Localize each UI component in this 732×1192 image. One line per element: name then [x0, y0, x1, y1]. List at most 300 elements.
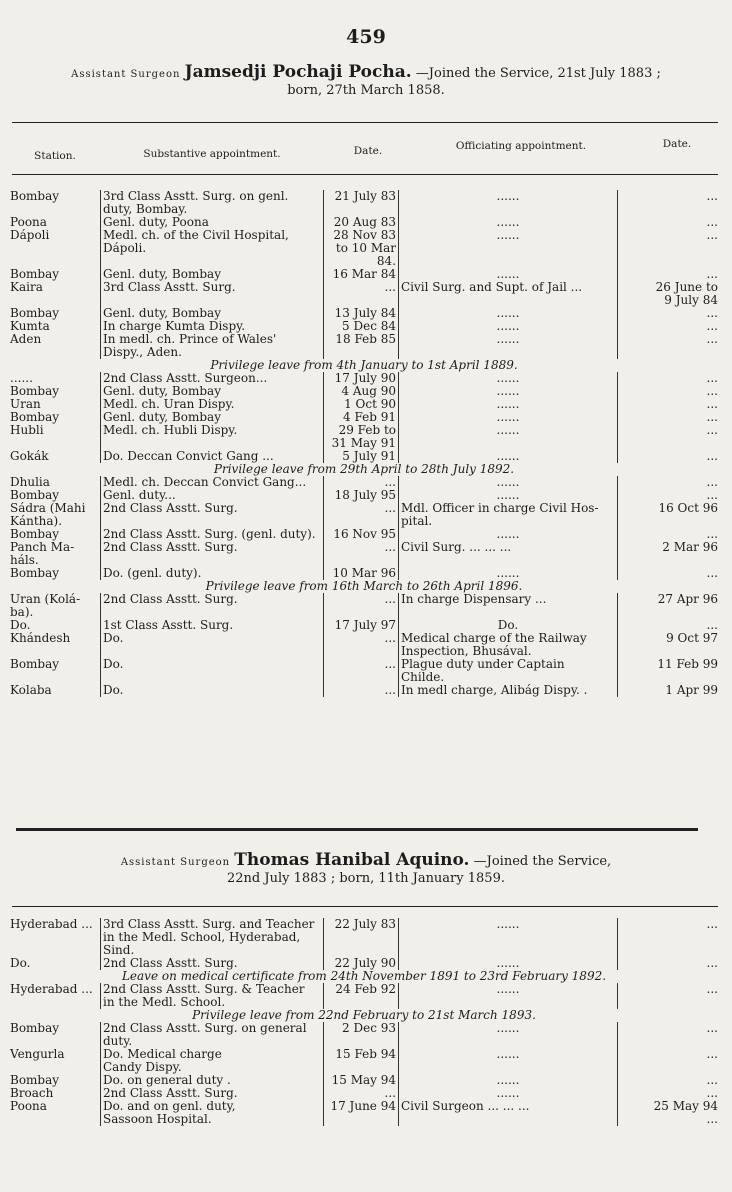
- entry1-row: [8, 528, 720, 541]
- station-cell: Uran: [8, 398, 101, 411]
- officiating-date-cell: ...: [706, 1087, 718, 1100]
- officiating-date-cell: 16 Oct 96: [658, 502, 718, 515]
- station-cell: Sádra (Mahi: [8, 502, 101, 515]
- officiating-cell: ......: [399, 567, 618, 580]
- officiating-cell: [399, 1113, 618, 1126]
- entry1-row: [8, 684, 720, 697]
- officiating-date-cell: [618, 1061, 721, 1074]
- officiating-date-cell: ...: [706, 918, 718, 931]
- entry2-row: [8, 957, 720, 970]
- officiating-cell: ......: [399, 385, 618, 398]
- substantive-cell: 2nd Class Asstt. Surgeon...: [101, 372, 324, 385]
- entry1-row: [8, 307, 720, 320]
- station-cell: Dhulia: [8, 476, 101, 489]
- date-cell: ...: [324, 281, 399, 294]
- entry1-row: [8, 619, 720, 632]
- substantive-cell: Medl. ch. Uran Dispy.: [101, 398, 324, 411]
- station-cell: [8, 346, 101, 359]
- station-cell: [8, 944, 101, 957]
- officiating-cell: ......: [399, 528, 618, 541]
- date-cell: 17 July 97: [324, 619, 399, 632]
- officiating-date-cell: [618, 996, 721, 1009]
- officiating-cell: [399, 294, 618, 307]
- officiating-date-cell: [618, 437, 721, 450]
- date-cell: ...: [324, 632, 399, 645]
- officiating-date-cell: [618, 944, 721, 957]
- officiating-date-cell: ...: [706, 983, 718, 996]
- entry1-row: [8, 671, 720, 684]
- substantive-cell: In medl. ch. Prince of Wales': [101, 333, 324, 346]
- station-cell: Do.: [8, 957, 101, 970]
- date-cell: 18 July 95: [324, 489, 399, 502]
- substantive-cell: in the Medl. School.: [101, 996, 324, 1009]
- station-cell: Khándesh: [8, 632, 101, 645]
- date-cell: 21 July 83: [324, 190, 399, 203]
- entry1-born: born, 27th March 1858.: [287, 83, 445, 98]
- leave-note: Privilege leave from 29th April to 28th July 1892.: [213, 463, 515, 476]
- officiating-cell: ......: [399, 190, 618, 203]
- officiating-date-cell: 26 June to: [655, 281, 718, 294]
- officiating-cell: [399, 931, 618, 944]
- officiating-cell: Civil Surgeon ... ... ...: [399, 1100, 618, 1113]
- entry1-row: [8, 398, 720, 411]
- substantive-cell: Do.: [101, 632, 324, 645]
- date-cell: 29 Feb to: [324, 424, 399, 437]
- substantive-cell: [101, 645, 324, 658]
- entry1-leave-row: [8, 359, 720, 372]
- date-cell: ...: [324, 658, 399, 671]
- entry1-row: [8, 567, 720, 580]
- officiating-cell: ......: [399, 1022, 618, 1035]
- officiating-cell: ......: [399, 476, 618, 489]
- substantive-cell: 2nd Class Asstt. Surg.: [101, 957, 324, 970]
- station-cell: ......: [8, 372, 101, 385]
- date-cell: 28 Nov 83: [324, 229, 399, 242]
- entry1-leave-row: [8, 580, 720, 593]
- officiating-date-cell: ...: [706, 229, 718, 242]
- date-cell: [324, 515, 399, 528]
- officiating-date-cell: [618, 671, 721, 684]
- officiating-cell: ......: [399, 398, 618, 411]
- officiating-cell: ......: [399, 957, 618, 970]
- col-officiating: Officiating appointment.: [455, 140, 587, 152]
- substantive-cell: [101, 671, 324, 684]
- station-cell: Bombay: [8, 190, 101, 203]
- officiating-cell: [399, 1061, 618, 1074]
- entry2-row: [8, 944, 720, 957]
- substantive-cell: [101, 437, 324, 450]
- date-cell: 4 Aug 90: [324, 385, 399, 398]
- substantive-cell: 2nd Class Asstt. Surg.: [101, 593, 324, 606]
- officiating-cell: pital.: [399, 515, 618, 528]
- entry1-row: [8, 606, 720, 619]
- officiating-cell: Medical charge of the Railway: [399, 632, 618, 645]
- date-cell: 5 July 91: [324, 450, 399, 463]
- leave-note: Privilege leave from 4th January to 1st April 1889.: [210, 359, 518, 372]
- col-off-date: Date.: [662, 138, 692, 150]
- entry1-row: [8, 411, 720, 424]
- officiating-cell: ......: [399, 450, 618, 463]
- date-cell: ...: [324, 593, 399, 606]
- substantive-cell: 3rd Class Asstt. Surg. on genl.: [101, 190, 324, 203]
- entry1-row: [8, 593, 720, 606]
- substantive-cell: duty, Bombay.: [101, 203, 324, 216]
- station-cell: Bombay: [8, 528, 101, 541]
- officiating-cell: ......: [399, 1087, 618, 1100]
- substantive-cell: Genl. duty, Bombay: [101, 411, 324, 424]
- entry2-row: [8, 1035, 720, 1048]
- entry2-name: Thomas Hanibal Aquino.: [234, 850, 470, 870]
- rule-top: [12, 122, 718, 123]
- officiating-cell: [399, 255, 618, 268]
- date-cell: 31 May 91: [324, 437, 399, 450]
- officiating-cell: Plague duty under Captain: [399, 658, 618, 671]
- officiating-date-cell: 11 Feb 99: [657, 658, 718, 671]
- date-cell: ...: [324, 541, 399, 554]
- officiating-date-cell: ...: [706, 372, 718, 385]
- officiating-date-cell: 1 Apr 99: [665, 684, 718, 697]
- date-cell: [324, 944, 399, 957]
- officiating-date-cell: 25 May 94: [653, 1100, 718, 1113]
- date-cell: [324, 346, 399, 359]
- officiating-cell: Mdl. Officer in charge Civil Hos-: [399, 502, 618, 515]
- substantive-cell: Genl. duty...: [101, 489, 324, 502]
- officiating-cell: In charge Dispensary ...: [399, 593, 618, 606]
- entry1-row: [8, 502, 720, 515]
- station-cell: Kumta: [8, 320, 101, 333]
- entry1-row: [8, 333, 720, 346]
- substantive-cell: in the Medl. School, Hyderabad,: [101, 931, 324, 944]
- substantive-cell: Dispy., Aden.: [101, 346, 324, 359]
- entry2-row: [8, 1061, 720, 1074]
- entry1-row: [8, 320, 720, 333]
- substantive-cell: 2nd Class Asstt. Surg.: [101, 541, 324, 554]
- date-cell: [324, 996, 399, 1009]
- station-cell: [8, 437, 101, 450]
- officiating-cell: [399, 944, 618, 957]
- station-cell: Panch Ma-: [8, 541, 101, 554]
- entry1-row: [8, 476, 720, 489]
- station-cell: Poona: [8, 216, 101, 229]
- entry1-row: [8, 216, 720, 229]
- station-cell: [8, 645, 101, 658]
- leave-note: Leave on medical certificate from 24th November 1891 to 23rd February 1892.: [121, 970, 607, 983]
- officiating-cell: ......: [399, 268, 618, 281]
- entry2-leave-row: [8, 970, 720, 983]
- officiating-date-cell: ...: [706, 424, 718, 437]
- entry1-row: [8, 190, 720, 203]
- officiating-date-cell: ...: [706, 567, 718, 580]
- station-cell: Hyderabad ...: [8, 983, 101, 996]
- rule-entry2-top: [12, 906, 718, 907]
- date-cell: 22 July 83: [324, 918, 399, 931]
- entry2-rank: Assistant Surgeon: [120, 857, 231, 868]
- station-cell: Broach: [8, 1087, 101, 1100]
- station-cell: [8, 1113, 101, 1126]
- station-cell: [8, 203, 101, 216]
- entry1-row: [8, 268, 720, 281]
- station-cell: [8, 242, 101, 255]
- officiating-cell: ......: [399, 307, 618, 320]
- date-cell: to 10 Mar: [324, 242, 399, 255]
- entry1-row: [8, 242, 720, 255]
- date-cell: [324, 671, 399, 684]
- entry1-row: [8, 229, 720, 242]
- entry1-leave-row: [8, 463, 720, 476]
- substantive-cell: Do. on general duty .: [101, 1074, 324, 1087]
- officiating-date-cell: ...: [706, 268, 718, 281]
- officiating-cell: ......: [399, 411, 618, 424]
- rule-header: [12, 174, 718, 175]
- officiating-cell: ......: [399, 1048, 618, 1061]
- page-number: 459: [346, 26, 386, 48]
- officiating-date-cell: ...: [706, 320, 718, 333]
- entry2-row: [8, 1113, 720, 1126]
- station-cell: [8, 996, 101, 1009]
- officiating-cell: ......: [399, 424, 618, 437]
- entry2-born: 22nd July 1883 ; born, 11th January 1859.: [227, 871, 505, 886]
- substantive-cell: 2nd Class Asstt. Surg. & Teacher: [101, 983, 324, 996]
- officiating-date-cell: ...: [706, 216, 718, 229]
- station-cell: [8, 255, 101, 268]
- officiating-cell: ......: [399, 333, 618, 346]
- station-cell: Kolaba: [8, 684, 101, 697]
- substantive-cell: Do. (genl. duty).: [101, 567, 324, 580]
- officiating-cell: [399, 606, 618, 619]
- date-cell: 15 May 94: [324, 1074, 399, 1087]
- officiating-date-cell: 27 Apr 96: [657, 593, 718, 606]
- substantive-cell: Do. and on genl. duty,: [101, 1100, 324, 1113]
- station-cell: Kaira: [8, 281, 101, 294]
- substantive-cell: Medl. ch. Hubli Dispy.: [101, 424, 324, 437]
- officiating-date-cell: ...: [706, 398, 718, 411]
- entry2-joined: —Joined the Service,: [473, 854, 612, 869]
- officiating-date-cell: ...: [706, 1113, 718, 1126]
- officiating-date-cell: 9 July 84: [664, 294, 718, 307]
- station-cell: háls.: [8, 554, 101, 567]
- officiating-date-cell: ...: [706, 411, 718, 424]
- substantive-cell: 2nd Class Asstt. Surg. (genl. duty).: [101, 528, 324, 541]
- officiating-cell: [399, 1035, 618, 1048]
- entry1-row: [8, 541, 720, 554]
- officiating-date-cell: [618, 242, 721, 255]
- station-cell: Do.: [8, 619, 101, 632]
- substantive-cell: Sassoon Hospital.: [101, 1113, 324, 1126]
- officiating-date-cell: ...: [706, 385, 718, 398]
- officiating-cell: ......: [399, 489, 618, 502]
- entry1-register-table: [8, 190, 720, 697]
- substantive-cell: 1st Class Asstt. Surg.: [101, 619, 324, 632]
- station-cell: [8, 1035, 101, 1048]
- station-cell: Bombay: [8, 268, 101, 281]
- officiating-date-cell: ...: [706, 476, 718, 489]
- station-cell: Hyderabad ...: [8, 918, 101, 931]
- officiating-cell: Childe.: [399, 671, 618, 684]
- date-cell: 84.: [324, 255, 399, 268]
- station-cell: Bombay: [8, 307, 101, 320]
- entry2-row: [8, 1022, 720, 1035]
- date-cell: [324, 1113, 399, 1126]
- substantive-cell: [101, 554, 324, 567]
- entry1-row: [8, 554, 720, 567]
- officiating-date-cell: [618, 515, 721, 528]
- date-cell: [324, 554, 399, 567]
- date-cell: 4 Feb 91: [324, 411, 399, 424]
- date-cell: [324, 931, 399, 944]
- leave-note: Privilege leave from 22nd February to 21st March 1893.: [192, 1009, 536, 1022]
- officiating-cell: [399, 437, 618, 450]
- station-cell: Dápoli: [8, 229, 101, 242]
- date-cell: ...: [324, 1087, 399, 1100]
- officiating-cell: Civil Surg. and Supt. of Jail ...: [399, 281, 618, 294]
- officiating-cell: [399, 203, 618, 216]
- officiating-date-cell: ...: [706, 1022, 718, 1035]
- substantive-cell: Sind.: [101, 944, 324, 957]
- substantive-cell: Do.: [101, 684, 324, 697]
- substantive-cell: 3rd Class Asstt. Surg.: [101, 281, 324, 294]
- station-cell: Bombay: [8, 658, 101, 671]
- officiating-cell: [399, 346, 618, 359]
- substantive-cell: Do.: [101, 658, 324, 671]
- substantive-cell: [101, 515, 324, 528]
- date-cell: [324, 294, 399, 307]
- entry2-leave-row: [8, 1009, 720, 1022]
- entry1-row: [8, 294, 720, 307]
- officiating-date-cell: ...: [706, 957, 718, 970]
- officiating-cell: ......: [399, 983, 618, 996]
- officiating-date-cell: [618, 645, 721, 658]
- date-cell: ...: [324, 684, 399, 697]
- date-cell: 2 Dec 93: [324, 1022, 399, 1035]
- date-cell: 10 Mar 96: [324, 567, 399, 580]
- officiating-date-cell: [618, 255, 721, 268]
- col-station: Station.: [34, 150, 76, 162]
- officiating-date-cell: ...: [706, 528, 718, 541]
- substantive-cell: Genl. duty, Bombay: [101, 307, 324, 320]
- officiating-cell: Civil Surg. ... ... ...: [399, 541, 618, 554]
- station-cell: Vengurla: [8, 1048, 101, 1061]
- entry1-row: [8, 437, 720, 450]
- entry1-row: [8, 645, 720, 658]
- officiating-date-cell: ...: [706, 333, 718, 346]
- date-cell: 16 Mar 84: [324, 268, 399, 281]
- entry2-row: [8, 918, 720, 931]
- officiating-date-cell: [618, 203, 721, 216]
- officiating-cell: [399, 242, 618, 255]
- substantive-cell: Genl. duty, Bombay: [101, 268, 324, 281]
- entry2-register-table: [8, 918, 720, 1126]
- date-cell: 17 June 94: [324, 1100, 399, 1113]
- substantive-cell: 2nd Class Asstt. Surg.: [101, 1087, 324, 1100]
- entry1-row: [8, 255, 720, 268]
- date-cell: [324, 1035, 399, 1048]
- officiating-cell: [399, 554, 618, 567]
- substantive-cell: [101, 294, 324, 307]
- date-cell: 1 Oct 90: [324, 398, 399, 411]
- substantive-cell: [101, 255, 324, 268]
- date-cell: 17 July 90: [324, 372, 399, 385]
- officiating-cell: In medl charge, Alibág Dispy. .: [399, 684, 618, 697]
- officiating-date-cell: ...: [706, 489, 718, 502]
- officiating-date-cell: [618, 606, 721, 619]
- substantive-cell: 2nd Class Asstt. Surg. on general: [101, 1022, 324, 1035]
- entry1-row: [8, 424, 720, 437]
- officiating-cell: ......: [399, 229, 618, 242]
- officiating-date-cell: ...: [706, 1048, 718, 1061]
- date-cell: [324, 645, 399, 658]
- officiating-date-cell: ...: [706, 450, 718, 463]
- entry2-row: [8, 1100, 720, 1113]
- station-cell: Bombay: [8, 489, 101, 502]
- col-substantive: Substantive appointment.: [143, 148, 281, 160]
- station-cell: Bombay: [8, 411, 101, 424]
- substantive-cell: Genl. duty, Bombay: [101, 385, 324, 398]
- officiating-date-cell: [618, 1035, 721, 1048]
- station-cell: [8, 294, 101, 307]
- substantive-cell: Do. Deccan Convict Gang ...: [101, 450, 324, 463]
- station-cell: Gokák: [8, 450, 101, 463]
- date-cell: 18 Feb 85: [324, 333, 399, 346]
- officiating-cell: ......: [399, 1074, 618, 1087]
- entry1-row: [8, 515, 720, 528]
- entry2-row: [8, 931, 720, 944]
- col-date: Date.: [353, 145, 383, 157]
- date-cell: 5 Dec 84: [324, 320, 399, 333]
- date-cell: 16 Nov 95: [324, 528, 399, 541]
- entry2-row: [8, 1074, 720, 1087]
- station-cell: Aden: [8, 333, 101, 346]
- officiating-cell: ......: [399, 372, 618, 385]
- date-cell: ...: [324, 502, 399, 515]
- rule-entry-divider: [16, 828, 698, 831]
- entry1-row: [8, 450, 720, 463]
- entry1-row: [8, 281, 720, 294]
- entry1-row: [8, 203, 720, 216]
- entry1-joined: —Joined the Service, 21st July 1883 ;: [415, 66, 661, 81]
- entry1-row: [8, 658, 720, 671]
- entry2-heading: [0, 852, 732, 887]
- station-cell: [8, 931, 101, 944]
- leave-note: Privilege leave from 16th March to 26th April 1896.: [205, 580, 523, 593]
- entry1-heading: [0, 64, 732, 99]
- entry1-row: [8, 346, 720, 359]
- substantive-cell: Medl. ch. Deccan Convict Gang...: [101, 476, 324, 489]
- officiating-date-cell: ...: [706, 307, 718, 320]
- entry1-row: [8, 489, 720, 502]
- date-cell: 20 Aug 83: [324, 216, 399, 229]
- date-cell: [324, 203, 399, 216]
- substantive-cell: duty.: [101, 1035, 324, 1048]
- station-cell: ba).: [8, 606, 101, 619]
- officiating-cell: Do.: [399, 619, 618, 632]
- entry2-row: [8, 1087, 720, 1100]
- entry2-row: [8, 1048, 720, 1061]
- officiating-date-cell: 9 Oct 97: [666, 632, 718, 645]
- station-cell: Kántha).: [8, 515, 101, 528]
- substantive-cell: In charge Kumta Dispy.: [101, 320, 324, 333]
- date-cell: 13 July 84: [324, 307, 399, 320]
- station-cell: Uran (Kolá-: [8, 593, 101, 606]
- entry1-name: Jamsedji Pochaji Pocha.: [184, 62, 412, 82]
- station-cell: Hubli: [8, 424, 101, 437]
- officiating-date-cell: ...: [706, 619, 718, 632]
- officiating-cell: ......: [399, 216, 618, 229]
- date-cell: [324, 1061, 399, 1074]
- entry2-row: [8, 983, 720, 996]
- substantive-cell: Candy Dispy.: [101, 1061, 324, 1074]
- substantive-cell: [101, 606, 324, 619]
- officiating-date-cell: [618, 554, 721, 567]
